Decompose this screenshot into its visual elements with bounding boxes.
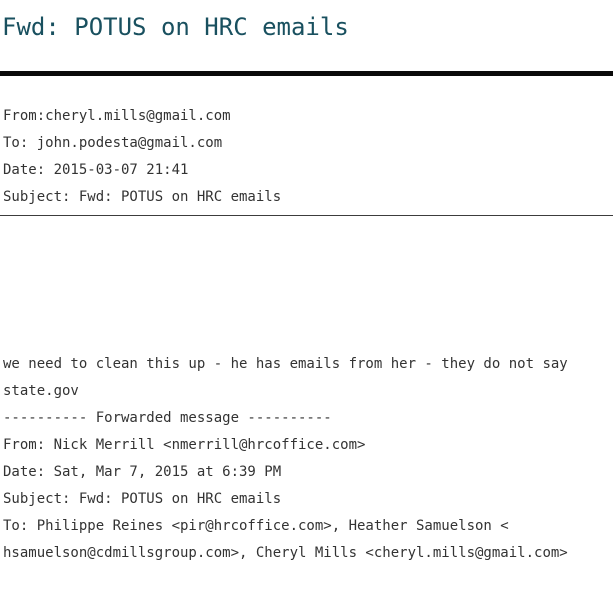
body-line: state.gov — [3, 383, 79, 399]
email-body — [0, 351, 613, 567]
body-line: we need to clean this up - he has emails from her - they do not say — [3, 356, 568, 372]
meta-to-line: To: john.podesta@gmail.com — [3, 135, 223, 151]
email-meta-block — [0, 103, 613, 211]
forwarded-to-line-continued: hsamuelson@cdmillsgroup.com>, Cheryl Mills <cheryl.mills@gmail.com> — [3, 545, 568, 561]
meta-subject-line: Subject: Fwd: POTUS on HRC emails — [3, 189, 282, 205]
forwarded-to-line: To: Philippe Reines <pir@hrcoffice.com>, Heather Samuelson < — [3, 518, 509, 534]
forwarded-date-line: Date: Sat, Mar 7, 2015 at 6:39 PM — [3, 464, 282, 480]
forwarded-subject-line: Subject: Fwd: POTUS on HRC emails — [3, 491, 282, 507]
forwarded-from-line: From: Nick Merrill <nmerrill@hrcoffice.com> — [3, 437, 366, 453]
email-title: Fwd: POTUS on HRC emails — [2, 13, 349, 41]
meta-from-line: From:cheryl.mills@gmail.com — [3, 108, 231, 124]
meta-divider-rule — [0, 215, 613, 216]
forwarded-message-separator: ---------- Forwarded message ---------- — [3, 410, 332, 426]
title-divider-rule — [0, 71, 613, 76]
meta-date-line: Date: 2015-03-07 21:41 — [3, 162, 189, 178]
